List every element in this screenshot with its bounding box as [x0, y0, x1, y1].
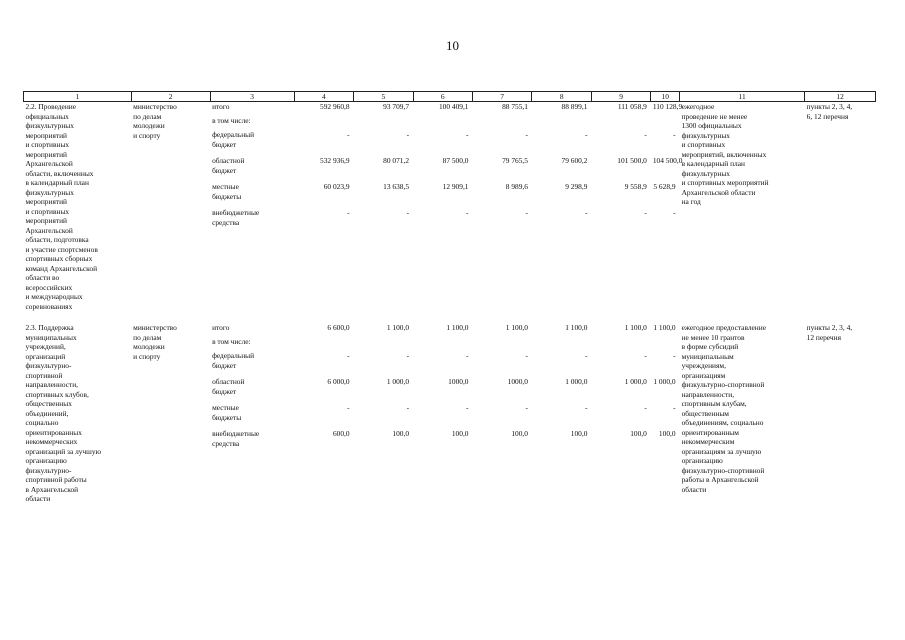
- text-line: мероприятий, включенных: [681, 149, 767, 159]
- text-line: соревнованиях: [25, 301, 73, 311]
- text-line: направленности,: [25, 380, 79, 389]
- amount-value: 100,0: [392, 429, 410, 438]
- text-line: проведение не менее: [681, 111, 748, 121]
- column-number: 6: [413, 92, 472, 102]
- amount-value: 12 909,1: [442, 182, 469, 191]
- text-line: области во: [25, 273, 60, 282]
- amount-value: [415, 116, 470, 128]
- amount-cell: [294, 102, 353, 312]
- text-line: официальных: [25, 111, 69, 121]
- amount-value: 6 600,0: [327, 323, 350, 332]
- measure-name-cell: [24, 102, 132, 312]
- funding-source: [212, 323, 292, 335]
- column-number: 4: [294, 92, 353, 102]
- text-line: ежегодное: [681, 102, 715, 111]
- text-line: и спорту: [133, 351, 161, 361]
- text-line: организацию: [681, 456, 723, 465]
- amount-value: 111 058,9: [617, 102, 647, 111]
- amount-value: [534, 116, 589, 128]
- funding-source-label: средства: [212, 217, 240, 227]
- text-line: физкультурных: [25, 187, 74, 197]
- amount-value: [593, 116, 648, 128]
- amount-value: 100,0: [630, 429, 647, 438]
- column-number: 11: [680, 92, 805, 102]
- column-number: 2: [131, 92, 210, 102]
- text-line: молодежи: [133, 121, 165, 130]
- funding-source-label: бюджет: [212, 139, 237, 149]
- text-line: спортивным клубам,: [681, 399, 747, 408]
- text-line: мероприятий: [25, 130, 67, 140]
- amount-value: -: [584, 351, 588, 360]
- amount-value: [475, 116, 530, 128]
- expected-result-cell: [680, 102, 805, 312]
- amount-cell: [591, 323, 650, 504]
- amount-value: -: [347, 403, 350, 412]
- expected-result-cell: [680, 323, 805, 504]
- amount-value: 1 000,0: [653, 377, 676, 386]
- amount-value: 1 100,0: [505, 323, 528, 332]
- text-line: спортивных сборных: [25, 254, 93, 263]
- amount-value: 1 100,0: [386, 323, 410, 332]
- amount-value: -: [466, 351, 469, 360]
- funding-source-label: средства: [212, 438, 240, 448]
- text-line: физкультурных: [681, 130, 730, 140]
- amount-value: [593, 337, 648, 349]
- page-number: 10: [446, 38, 459, 53]
- funding-source-label: местные: [212, 182, 239, 191]
- amount-value: 1 100,0: [446, 323, 469, 332]
- funding-source: [212, 351, 292, 375]
- text-line: и международных: [25, 292, 83, 301]
- funding-source: [212, 156, 292, 180]
- funding-source: [212, 102, 292, 114]
- text-line: социально: [25, 418, 59, 427]
- amount-value: 600,0: [332, 429, 350, 438]
- amount-value: [356, 337, 411, 349]
- amount-value: -: [584, 130, 588, 139]
- amount-value: -: [644, 208, 647, 217]
- amount-value: 9 298,9: [565, 182, 588, 191]
- amount-value: -: [466, 403, 469, 412]
- text-line: в форме субсидий: [681, 342, 739, 351]
- amount-cell: [651, 102, 683, 312]
- table-row: [24, 102, 876, 312]
- funding-source-label: бюджеты: [212, 412, 242, 422]
- funding-source-label: местные: [212, 403, 239, 412]
- text-line: по делам: [133, 332, 162, 342]
- text-line: мероприятий: [25, 149, 67, 159]
- amount-value: [356, 116, 411, 128]
- text-line: объединениям, социально: [681, 418, 764, 427]
- funding-source-label: в том числе:: [212, 337, 251, 346]
- amount-value: [534, 337, 589, 349]
- text-line: 12 перечня: [806, 332, 841, 342]
- text-line: и спорту: [133, 130, 161, 140]
- amount-value: [296, 116, 351, 128]
- amount-value: -: [673, 130, 676, 139]
- amount-value: 101 500,0: [617, 156, 647, 165]
- text-line: общественных: [25, 399, 72, 408]
- text-line: спортивной: [25, 370, 63, 380]
- reference-items-cell: [805, 102, 876, 312]
- table-row: [24, 323, 876, 504]
- text-line: физкультурных: [681, 168, 730, 178]
- amount-cell: [473, 323, 532, 504]
- amount-cell: [473, 102, 532, 312]
- column-number: 12: [805, 92, 876, 102]
- text-line: ежегодное предоставление: [681, 323, 766, 332]
- amount-cell: [354, 323, 413, 504]
- column-number: 5: [354, 92, 413, 102]
- column-number: 9: [591, 92, 650, 102]
- spacer: [24, 311, 876, 323]
- funding-source: [212, 208, 292, 232]
- text-line: физкультурно-: [25, 361, 72, 370]
- funding-source-cell: [210, 323, 294, 504]
- text-line: области, включенных: [25, 168, 94, 178]
- amount-value: -: [466, 208, 469, 217]
- text-line: учреждениям,: [681, 361, 726, 370]
- funding-source-label: внебюджетные: [212, 208, 260, 217]
- amount-value: 110 128,9: [652, 102, 683, 111]
- text-line: не менее 10 грантов: [681, 332, 745, 342]
- text-line: и спортивных: [25, 140, 70, 149]
- funding-source: [212, 337, 292, 349]
- column-number: 1: [24, 92, 132, 102]
- amount-value: -: [347, 351, 350, 360]
- text-line: и спортивных мероприятий: [681, 178, 769, 187]
- text-line: спортивной работы: [25, 475, 87, 484]
- amount-value: -: [584, 403, 588, 412]
- text-line: спортивных клубов,: [25, 389, 89, 399]
- budget-table: [23, 91, 876, 504]
- amount-cell: [591, 102, 650, 312]
- text-line: организациям за лучшую: [681, 446, 762, 456]
- amount-value: -: [466, 130, 469, 139]
- funding-source: [212, 403, 292, 427]
- text-line: объединений,: [25, 408, 69, 418]
- column-number: 10: [651, 92, 680, 102]
- text-line: организаций за лучшую: [25, 446, 102, 456]
- amount-cell: [651, 323, 680, 504]
- text-line: 1300 официальных: [681, 121, 742, 130]
- amount-value: 1 100,0: [565, 323, 588, 332]
- text-line: Архангельской: [25, 225, 73, 235]
- amount-value: -: [525, 130, 528, 139]
- amount-value: -: [406, 351, 410, 360]
- amount-value: 1 000,0: [386, 377, 410, 386]
- row-separator: [24, 311, 876, 323]
- text-line: 2.3. Поддержка: [25, 323, 74, 332]
- amount-value: -: [525, 403, 528, 412]
- text-line: работы в Архангельской: [681, 475, 759, 484]
- text-line: физкультурно-спортивной: [681, 465, 765, 475]
- amount-value: 80 071,2: [383, 156, 410, 165]
- text-line: некоммерческих: [25, 437, 78, 446]
- funding-source-label: внебюджетные: [212, 429, 260, 438]
- text-line: 2.2. Проведение: [25, 102, 77, 111]
- funding-source: [212, 377, 292, 401]
- text-line: физкультурно-спортивной: [681, 380, 765, 389]
- amount-cell: [354, 102, 413, 312]
- column-number: 7: [473, 92, 532, 102]
- text-line: некоммерческим: [681, 437, 735, 446]
- text-line: мероприятий: [25, 197, 67, 206]
- amount-value: -: [525, 208, 528, 217]
- amount-value: -: [584, 208, 588, 217]
- amount-value: 1 100,0: [653, 323, 676, 332]
- reference-items-cell: [805, 323, 876, 504]
- amount-value: -: [644, 130, 647, 139]
- funding-source: [212, 130, 292, 154]
- amount-value: -: [406, 403, 410, 412]
- amount-value: 1000,0: [448, 377, 469, 386]
- amount-value: 592 960,8: [320, 102, 350, 111]
- amount-value: -: [525, 351, 528, 360]
- text-line: пункты 2, 3, 4,: [806, 323, 853, 332]
- amount-cell: [294, 323, 353, 504]
- text-line: направленности,: [681, 389, 735, 399]
- column-number: 3: [210, 92, 294, 102]
- text-line: области: [25, 494, 51, 503]
- funding-source: [212, 116, 292, 128]
- amount-value: -: [644, 351, 647, 360]
- amount-value: -: [406, 130, 410, 139]
- amount-value: 88 755,1: [502, 102, 528, 111]
- amount-value: 100,0: [451, 429, 469, 438]
- amount-cell: [413, 323, 472, 504]
- amount-value: 1 000,0: [624, 377, 647, 386]
- amount-value: -: [347, 208, 350, 217]
- amount-value: 1 000,0: [565, 377, 588, 386]
- amount-cell: [532, 102, 591, 312]
- text-line: ориентированным: [681, 427, 739, 437]
- text-line: ориентированных: [25, 427, 82, 437]
- text-line: организацию: [25, 456, 67, 465]
- amount-value: 100 409,1: [438, 102, 469, 111]
- funding-source-label: федеральный: [212, 130, 255, 139]
- funding-source: [212, 429, 292, 453]
- text-line: муниципальным: [681, 351, 734, 361]
- amount-value: 79 600,2: [561, 156, 588, 165]
- column-number-row: [24, 92, 876, 102]
- text-line: организаций: [25, 351, 66, 361]
- text-line: пункты 2, 3, 4,: [806, 102, 853, 111]
- text-line: по делам: [133, 111, 162, 121]
- text-line: физкультурных: [25, 121, 74, 130]
- amount-value: 532 936,9: [320, 156, 350, 165]
- funding-source-label: областной: [212, 377, 245, 386]
- amount-value: [653, 337, 678, 349]
- amount-value: -: [406, 208, 410, 217]
- funding-source-label: в том числе:: [212, 116, 251, 125]
- amount-value: 1 100,0: [624, 323, 647, 332]
- amount-value: 5 628,9: [653, 182, 676, 191]
- text-line: физкультурно-: [25, 465, 72, 475]
- amount-value: [653, 116, 678, 128]
- amount-value: -: [347, 130, 350, 139]
- amount-value: 88 899,1: [561, 102, 588, 111]
- text-line: 6, 12 перечня: [806, 111, 849, 121]
- amount-value: 104 500,0: [652, 156, 683, 165]
- text-line: молодежи: [133, 342, 165, 351]
- amount-value: 6 000,0: [327, 377, 350, 386]
- funding-source-label: областной: [212, 156, 245, 165]
- text-line: области: [681, 484, 707, 494]
- text-line: учреждений,: [25, 342, 66, 351]
- amount-value: 100,0: [570, 429, 588, 438]
- column-number: 8: [532, 92, 591, 102]
- executor-cell: [131, 323, 210, 504]
- executor-cell: [131, 102, 210, 312]
- text-line: организациям: [681, 370, 726, 380]
- amount-value: 79 765,5: [502, 156, 528, 165]
- amount-value: 93 709,7: [383, 102, 410, 111]
- funding-source-label: бюджеты: [212, 191, 242, 201]
- amount-value: -: [673, 403, 676, 412]
- text-line: команд Архангельской: [25, 263, 98, 273]
- amount-cell: [532, 323, 591, 504]
- text-line: в календарный план: [25, 178, 89, 187]
- text-line: министерство: [133, 323, 177, 332]
- text-line: и участие спортсменов: [25, 244, 98, 254]
- amount-value: -: [673, 208, 676, 217]
- amount-value: [415, 337, 470, 349]
- text-line: и спортивных: [25, 206, 70, 216]
- amount-value: 87 500,0: [442, 156, 469, 165]
- funding-source-cell: [210, 102, 294, 312]
- measure-name-cell: [24, 323, 132, 504]
- funding-source-label: итого: [212, 323, 230, 332]
- amount-value: 9 558,9: [624, 182, 647, 191]
- amount-value: 100,0: [658, 429, 676, 438]
- text-line: муниципальных: [25, 332, 77, 342]
- amount-value: -: [673, 351, 676, 360]
- text-line: общественным: [681, 408, 729, 418]
- text-line: Архангельской: [25, 159, 73, 168]
- text-line: и спортивных: [681, 140, 726, 149]
- text-line: Архангельской области: [681, 187, 756, 197]
- amount-value: 8 989,6: [505, 182, 528, 191]
- text-line: на год: [681, 197, 701, 206]
- funding-source: [212, 182, 292, 206]
- text-line: в Архангельской: [25, 484, 79, 494]
- funding-source-label: итого: [212, 102, 230, 111]
- amount-value: -: [644, 403, 647, 412]
- text-line: области, подготовка: [25, 235, 89, 244]
- funding-source-label: федеральный: [212, 351, 255, 360]
- amount-value: 100,0: [511, 429, 528, 438]
- funding-source-label: бюджет: [212, 360, 237, 370]
- amount-value: [475, 337, 530, 349]
- amount-value: 13 638,5: [383, 182, 410, 191]
- amount-value: 1000,0: [507, 377, 528, 386]
- funding-source-label: бюджет: [212, 386, 237, 396]
- text-line: всероссийских: [25, 282, 73, 292]
- amount-value: [296, 337, 351, 349]
- text-line: министерство: [133, 102, 177, 111]
- text-line: мероприятий: [25, 216, 67, 225]
- amount-value: 60 023,9: [323, 182, 350, 191]
- funding-source-label: бюджет: [212, 165, 237, 175]
- text-line: в календарный план: [681, 159, 745, 168]
- amount-cell: [413, 102, 472, 312]
